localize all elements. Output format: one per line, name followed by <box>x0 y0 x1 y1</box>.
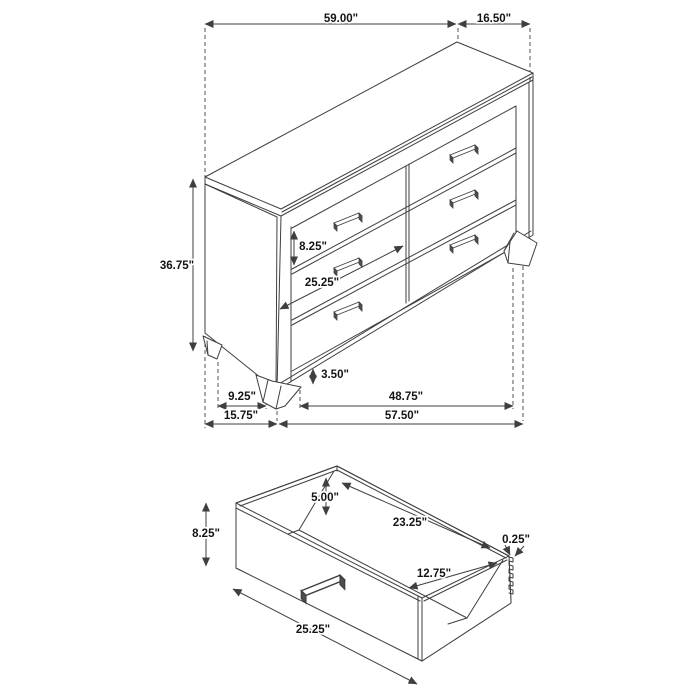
dim-label-foot-height: 3.50" <box>321 369 349 381</box>
dim-label-panel-thickness: 0.25" <box>502 534 530 546</box>
dim-label-inner-depth: 5.00" <box>311 492 339 504</box>
dresser-isometric <box>203 28 537 428</box>
drawer-isometric <box>236 466 513 661</box>
dim-label-drawer-front-height: 8.25" <box>192 528 220 540</box>
dim-label-base-depth: 15.75" <box>223 410 259 422</box>
dim-label-drawer-height: 8.25" <box>299 241 327 253</box>
dim-label-width: 59.00" <box>323 13 359 25</box>
dim-label-drawer-front-width: 25.25" <box>295 624 331 636</box>
dim-arrow-thickness-right <box>515 546 524 556</box>
dresser-left-side <box>205 184 277 390</box>
dim-arrow-thickness-left <box>505 545 510 555</box>
dim-label-drawer-width: 25.25" <box>304 277 340 289</box>
dim-label-depth: 16.50" <box>476 13 512 25</box>
dim-label-base-width: 57.50" <box>384 410 420 422</box>
dim-label-inner-length: 23.25" <box>392 517 428 529</box>
dim-label-foot-span: 48.75" <box>388 391 424 403</box>
dim-label-height: 36.75" <box>159 260 195 272</box>
dim-label-foot-inset: 9.25" <box>228 391 256 403</box>
dim-label-inner-width: 12.75" <box>416 568 452 580</box>
